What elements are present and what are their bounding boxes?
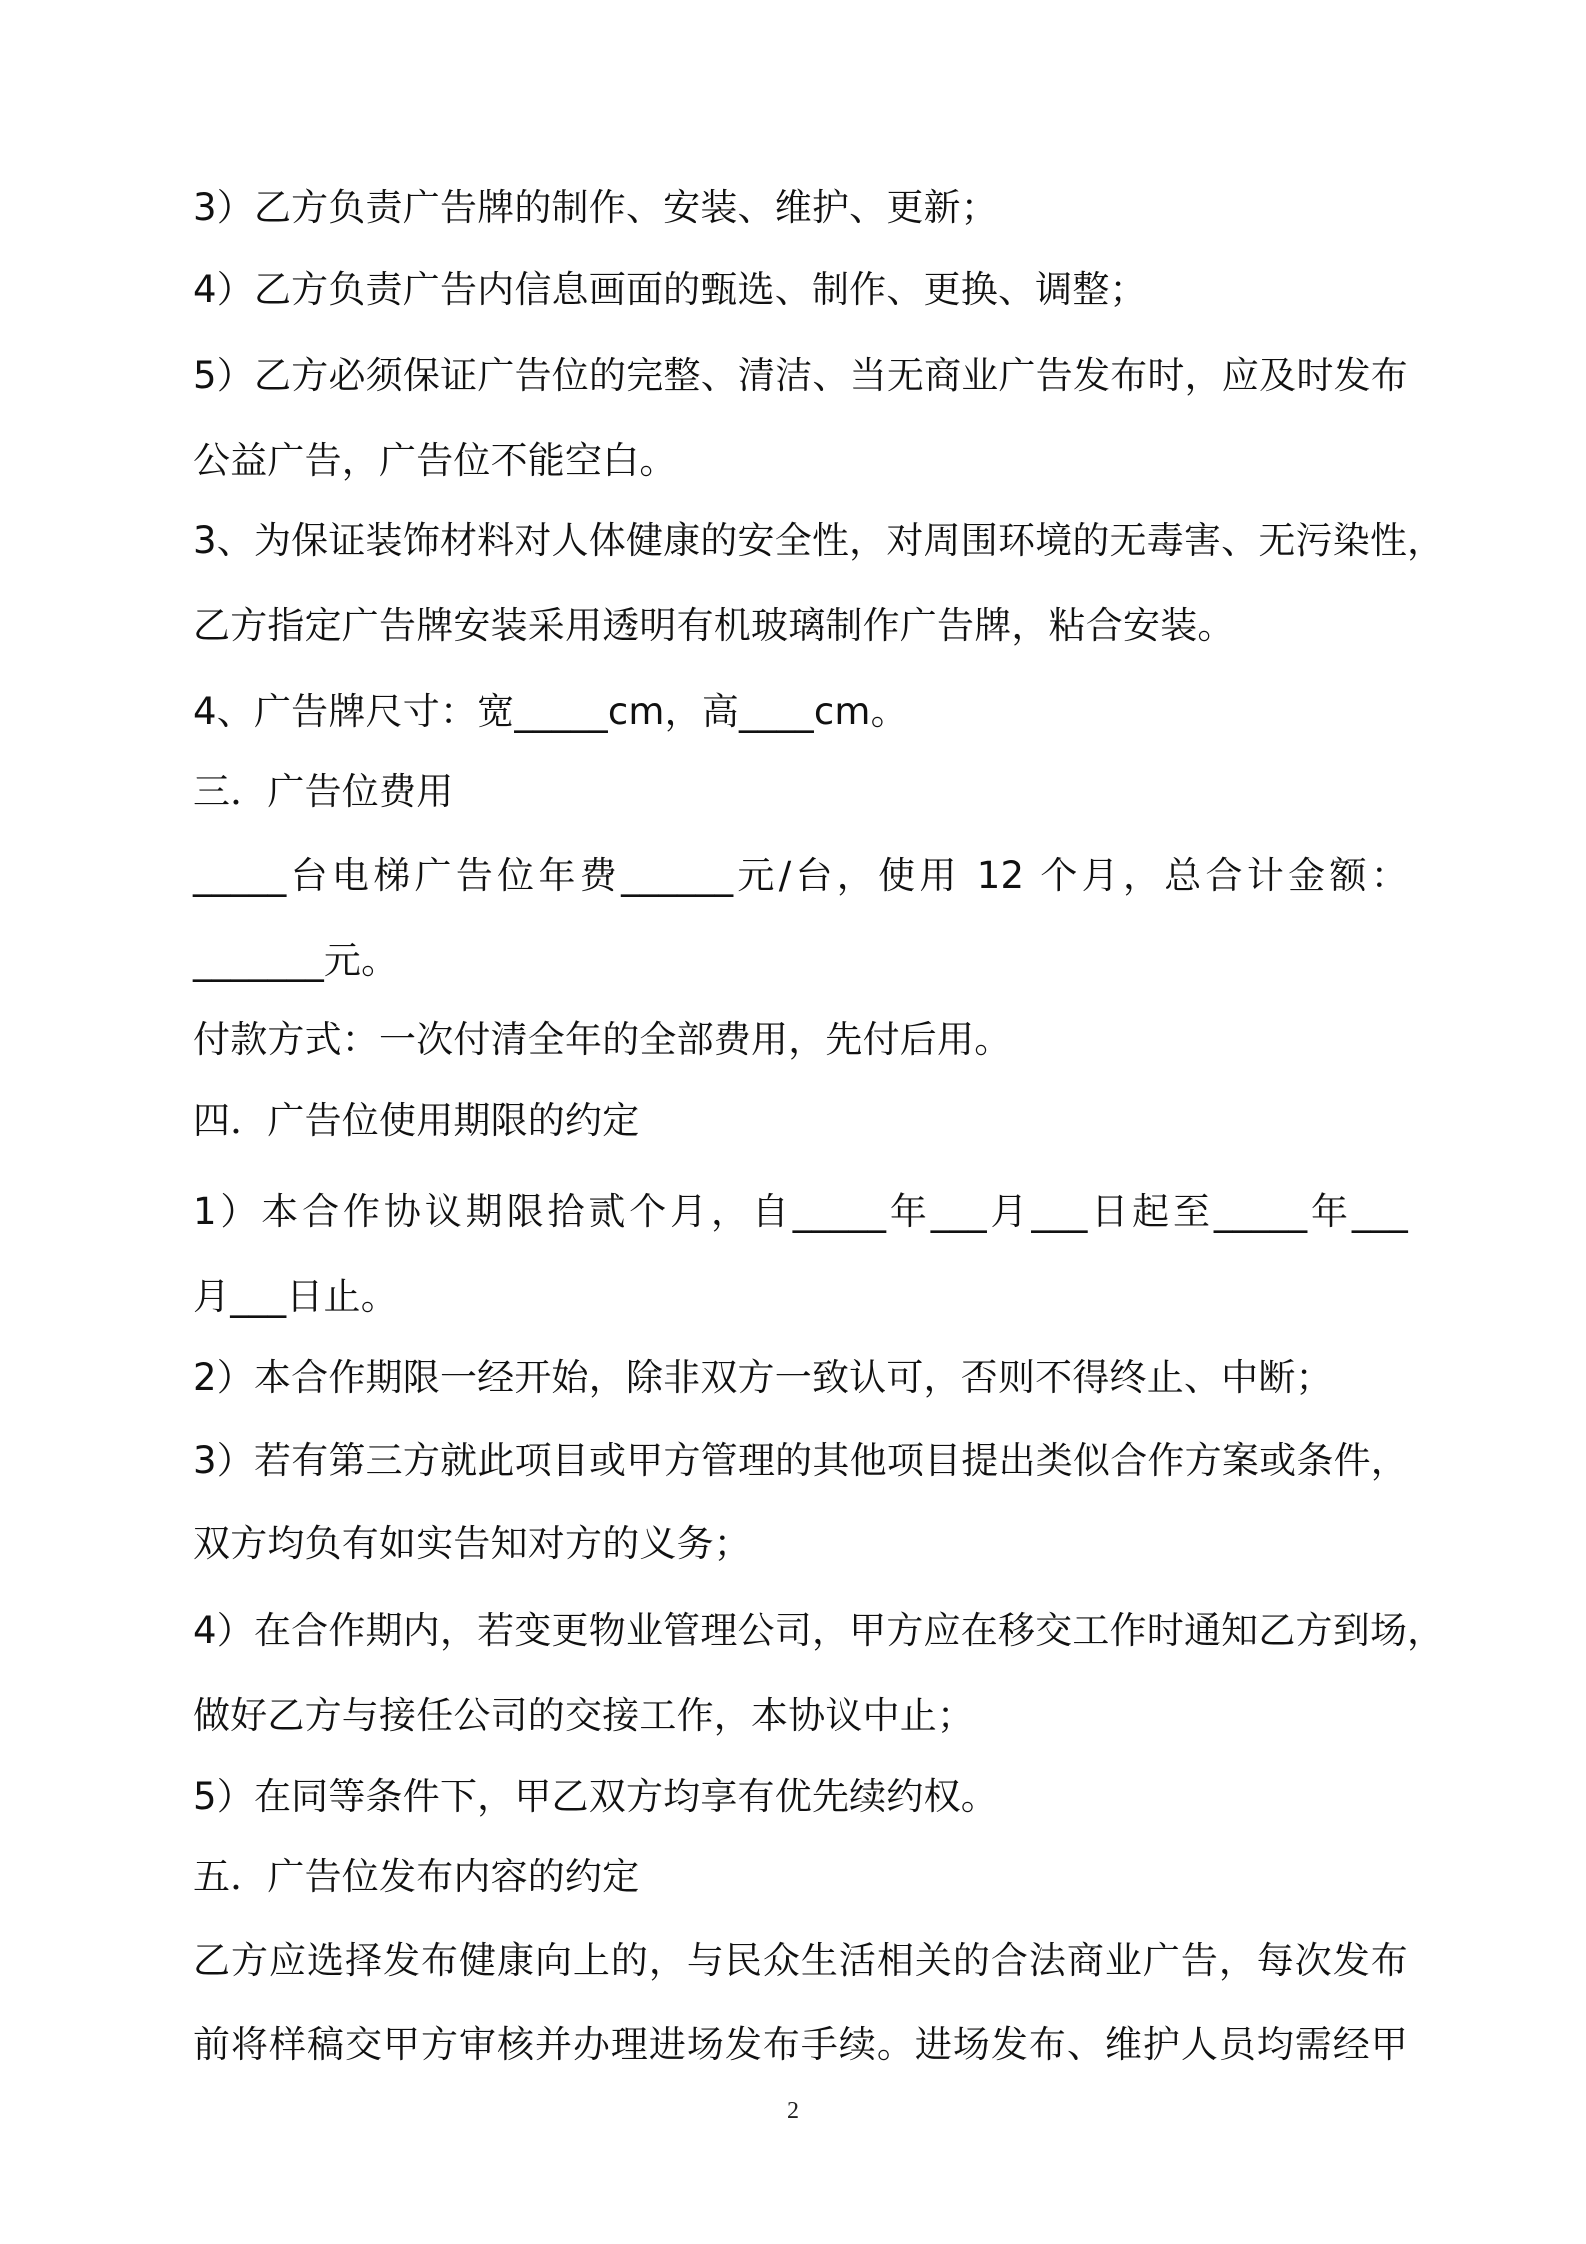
content-clause-line-1: 乙方应选择发布健康向上的，与民众生活相关的合法商业广告，每次发布 bbox=[193, 1939, 1408, 1982]
section-4-heading: 四．广告位使用期限的约定 bbox=[193, 1099, 640, 1142]
payment-method-line: 付款方式：一次付清全年的全部费用，先付后用。 bbox=[193, 1018, 1012, 1061]
term-clause-5: 5）在同等条件下，甲乙双方均享有优先续约权。 bbox=[193, 1775, 998, 1818]
clause-5-maintenance-line-2: 公益广告，广告位不能空白。 bbox=[193, 439, 677, 482]
page-number: 2 bbox=[787, 2098, 799, 2124]
term-clause-4-line-1: 4）在合作期内，若变更物业管理公司，甲方应在移交工作时通知乙方到场， bbox=[193, 1609, 1445, 1652]
section-2-item-3-line-2: 乙方指定广告牌安装采用透明有机玻璃制作广告牌，粘合安装。 bbox=[193, 604, 1235, 647]
clause-5-maintenance-line-1: 5）乙方必须保证广告位的完整、清洁、当无商业广告发布时，应及时发布 bbox=[193, 354, 1408, 397]
clause-3-production: 3）乙方负责广告牌的制作、安装、维护、更新； bbox=[193, 186, 998, 229]
term-clause-4-line-2: 做好乙方与接任公司的交接工作，本协议中止； bbox=[193, 1694, 975, 1737]
term-clause-1-line-1: 1）本合作协议期限拾贰个月，自_____年___月___日起至_____年___ bbox=[193, 1190, 1408, 1233]
fee-line-2: _______元。 bbox=[193, 939, 399, 982]
section-3-heading: 三．广告位费用 bbox=[193, 770, 454, 813]
term-clause-3-line-1: 3）若有第三方就此项目或甲方管理的其他项目提出类似合作方案或条件， bbox=[193, 1439, 1408, 1482]
section-2-item-3-line-1: 3、为保证装饰材料对人体健康的安全性，对周围环境的无毒害、无污染性， bbox=[193, 519, 1445, 562]
term-clause-1-line-2: 月___日止。 bbox=[193, 1275, 398, 1318]
clause-4-content-selection: 4）乙方负责广告内信息画面的甄选、制作、更换、调整； bbox=[193, 268, 1147, 311]
term-clause-3-line-2: 双方均负有如实告知对方的义务； bbox=[193, 1522, 751, 1565]
content-clause-line-2: 前将样稿交甲方审核并办理进场发布手续。进场发布、维护人员均需经甲 bbox=[193, 2023, 1408, 2066]
term-clause-2: 2）本合作期限一经开始，除非双方一致认可，否则不得终止、中断； bbox=[193, 1356, 1333, 1399]
fee-line-1: _____台电梯广告位年费______元/台，使用 12 个月，总合计金额： bbox=[193, 854, 1408, 897]
sign-size-line: 4、广告牌尺寸：宽_____cm，高____cm。 bbox=[193, 690, 908, 733]
section-5-heading: 五．广告位发布内容的约定 bbox=[193, 1855, 640, 1898]
